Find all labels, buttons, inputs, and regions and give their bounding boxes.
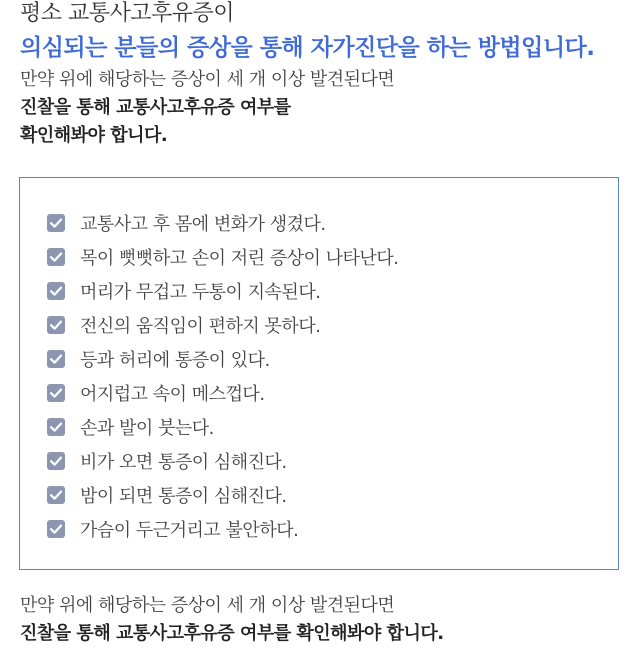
checklist-item[interactable] bbox=[47, 206, 398, 240]
checklist-item-label: 머리가 무겁고 두통이 지속된다. bbox=[80, 282, 321, 303]
instructions-plain: 만약 위에 해당하는 증상이 세 개 이상 발견된다면 bbox=[20, 69, 395, 90]
checklist-item[interactable] bbox=[47, 410, 398, 444]
checklist-item[interactable] bbox=[47, 274, 398, 308]
checklist-item-label: 가슴이 두근거리고 불안하다. bbox=[80, 520, 299, 541]
checklist-item[interactable] bbox=[47, 240, 398, 274]
checkbox-checked-icon[interactable] bbox=[47, 316, 65, 334]
checklist-item-label: 전신의 움직임이 편하지 못하다. bbox=[80, 316, 321, 337]
checklist-item-label: 교통사고 후 몸에 변화가 생겼다. bbox=[80, 214, 326, 235]
checkbox-checked-icon[interactable] bbox=[47, 486, 65, 504]
checklist-item[interactable] bbox=[47, 308, 398, 342]
symptom-checklist bbox=[47, 206, 398, 546]
instructions-strong-1: 진찰을 통해 교통사고후유증 여부를 bbox=[20, 97, 291, 118]
conclusion-text bbox=[20, 592, 444, 648]
intro-line-1: 평소 교통사고후유증이 bbox=[20, 1, 235, 26]
checkbox-checked-icon[interactable] bbox=[47, 350, 65, 368]
checklist-item[interactable] bbox=[47, 376, 398, 410]
checkbox-checked-icon[interactable] bbox=[47, 248, 65, 266]
checklist-item-label: 비가 오면 통증이 심해진다. bbox=[80, 452, 287, 473]
checklist-item[interactable] bbox=[47, 478, 398, 512]
checklist-item-label: 목이 뻣뻣하고 손이 저린 증상이 나타난다. bbox=[80, 248, 399, 269]
checkbox-checked-icon[interactable] bbox=[47, 282, 65, 300]
checklist-item[interactable] bbox=[47, 512, 398, 546]
checklist-item-label: 어지럽고 속이 메스껍다. bbox=[80, 384, 265, 405]
checklist-item[interactable] bbox=[47, 342, 398, 376]
checklist-item-label: 등과 허리에 통증이 있다. bbox=[80, 350, 270, 371]
checklist-item-label: 밤이 되면 통증이 심해진다. bbox=[80, 486, 287, 507]
instructions-text bbox=[20, 66, 394, 150]
instructions-strong-2: 확인해봐야 합니다. bbox=[20, 125, 168, 146]
checklist-item[interactable] bbox=[47, 444, 398, 478]
checkbox-checked-icon[interactable] bbox=[47, 384, 65, 402]
conclusion-strong: 진찰을 통해 교통사고후유증 여부를 확인해봐야 합니다. bbox=[20, 623, 444, 644]
intro-headline: 의심되는 분들의 증상을 통해 자가진단을 하는 방법입니다. bbox=[20, 35, 595, 61]
symptom-checklist-box bbox=[19, 177, 619, 570]
conclusion-plain: 만약 위에 해당하는 증상이 세 개 이상 발견된다면 bbox=[20, 595, 395, 616]
checkbox-checked-icon[interactable] bbox=[47, 520, 65, 538]
checkbox-checked-icon[interactable] bbox=[47, 214, 65, 232]
checkbox-checked-icon[interactable] bbox=[47, 418, 65, 436]
checklist-item-label: 손과 발이 붓는다. bbox=[80, 418, 214, 439]
checkbox-checked-icon[interactable] bbox=[47, 452, 65, 470]
